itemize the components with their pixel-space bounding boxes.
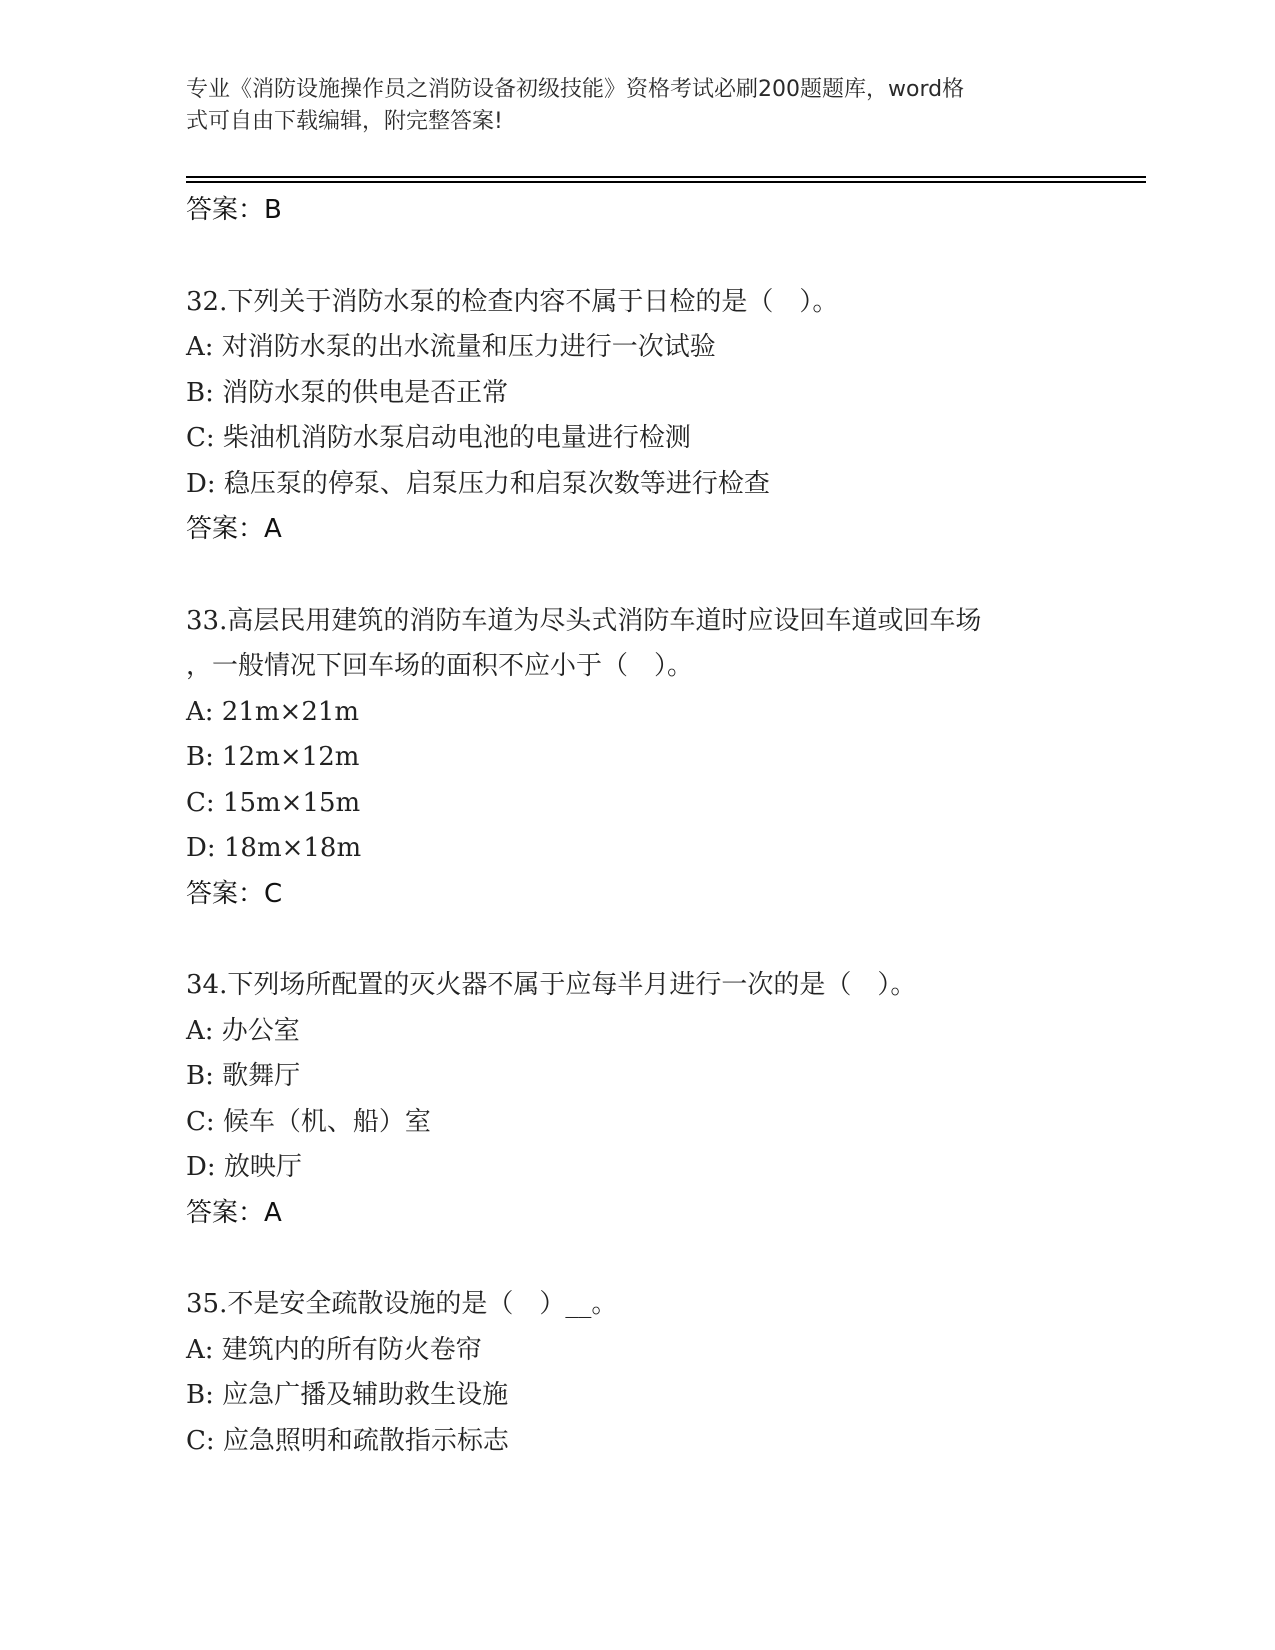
document-header	[186, 74, 1066, 138]
option-c: C: 应急照明和疏散指示标志	[186, 1425, 509, 1456]
header-line-2: 式可自由下载编辑，附完整答案!	[186, 109, 503, 134]
header-line-1: 专业《消防设施操作员之消防设备初级技能》资格考试必刷200题题库，word格	[186, 77, 965, 102]
answer: 答案：C	[186, 878, 283, 909]
question-list	[186, 188, 1106, 1464]
question-stem: 34.下列场所配置的灭火器不属于应每半月进行一次的是（ ）。	[186, 970, 917, 1000]
question-stem: 32.下列关于消防水泵的检查内容不属于日检的是（ ）。	[186, 286, 839, 317]
question-32	[186, 280, 1106, 553]
option-a: A: 办公室	[186, 1015, 300, 1046]
answer-31: 答案：B	[186, 195, 282, 225]
header-rule-top	[186, 176, 1146, 178]
question-stem-line-1: 33.高层民用建筑的消防车道为尽头式消防车道时应设回车道或回车场	[186, 605, 982, 636]
option-d: D: 18m×18m	[186, 833, 362, 863]
option-a: A: 21m×21m	[186, 696, 360, 727]
option-c: C: 候车（机、船）室	[186, 1106, 431, 1137]
option-c: C: 15m×15m	[186, 787, 361, 818]
option-b: B: 12m×12m	[186, 742, 360, 772]
option-a: A: 对消防水泵的出水流量和压力进行一次试验	[186, 332, 716, 362]
answer: 答案：A	[186, 1197, 282, 1228]
header-rule-bottom	[186, 181, 1146, 183]
option-c: C: 柴油机消防水泵启动电池的电量进行检测	[186, 423, 691, 453]
option-b: B: 应急广播及辅助救生设施	[186, 1380, 509, 1410]
answer: 答案：A	[186, 514, 282, 544]
option-b: B: 歌舞厅	[186, 1061, 301, 1091]
option-d: D: 稳压泵的停泵、启泵压力和启泵次数等进行检查	[186, 468, 770, 499]
question-35	[186, 1282, 1106, 1464]
option-b: B: 消防水泵的供电是否正常	[186, 377, 509, 408]
question-33	[186, 599, 1106, 918]
question-stem: 35.不是安全疏散设施的是（ ）__。	[186, 1289, 618, 1319]
question-34	[186, 963, 1106, 1236]
option-a: A: 建筑内的所有防火卷帘	[186, 1334, 482, 1365]
question-stem-line-2: ，一般情况下回车场的面积不应小于（ ）。	[186, 651, 694, 681]
option-d: D: 放映厅	[186, 1152, 302, 1182]
